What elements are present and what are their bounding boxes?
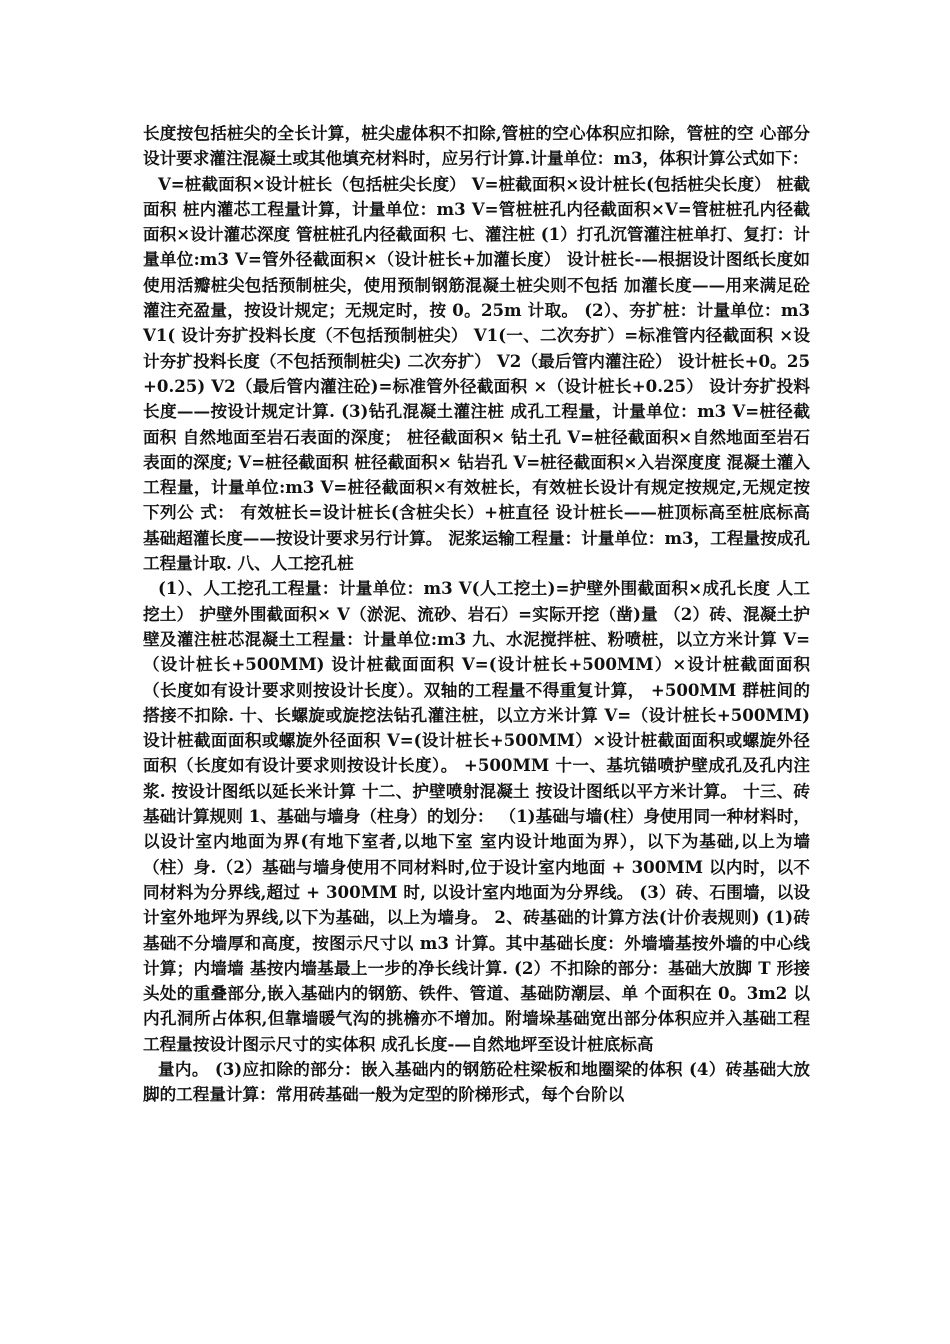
paragraph-2: V=桩截面积×设计桩长（包括桩尖长度） V=桩截面积×设计桩长(包括桩尖长度） 桩截面积 桩内灌芯工程量计算，计量单位：m3 V=管桩桩孔内径截面积×V=管桩桩孔内径截面积×设计灌芯深度 管桩桩孔内径截面积 七、灌注桩 (1）打孔沉管灌注桩单打、复打：计量单位:m3 V=管外径截面积×（设计桩长+加灌长度） 设计桩长-—根据设计图纸长度如使用活瓣桩尖包括预制桩尖，使用预制钢筋混凝土桩尖则不包括 加灌长度——用来满足砼灌注充盈量，按设计规定；无规定时，按 0。25m 计取。 (2）、夯扩桩：计量单位：m3 V1( 设计夯扩投料长度（不包括预制桩尖） V1(一、二次夯扩）=标准管内径截面积 ×设计夯扩投料长度（不包括预制桩尖) 二次夯扩） V2（最后管内灌注砼） 设计桩长+0。25 +0.25) V2（最后管内灌注砼)=标准管外径截面积 ×（设计桩长+0.25） 设计夯扩投料长度——按设计规定计算. (3)钻孔混凝土灌注桩 成孔工程量，计量单位：m3 V=桩径截面积 自然地面至岩石表面的深度； 桩径截面积× 钻土孔 V=桩径截面积×自然地面至岩石表面的深度; V=桩径截面积 桩径截面积× 钻岩孔 V=桩径截面积×入岩深度度 混凝土灌入工程量，计量单位:m3 V=桩径截面积×有效桩长，有效桩长设计有规定按规定,无规定按下列公 式： 有效桩长=设计桩长(含桩尖长）+桩直径 设计桩长——桩顶标高至桩底标高 基础超灌长度——按设计要求另行计算。 泥浆运输工程量：计量单位：m3，工程量按成孔工程量计取. 八、人工挖孔桩 [143, 173, 810, 574]
document-body [143, 121, 810, 1108]
paragraph-1: 长度按包括桩尖的全长计算，桩尖虚体积不扣除,管桩的空心体积应扣除，管桩的空 心部分设计要求灌注混凝土或其他填充材料时，应另行计算.计量单位：m3，体积计算公式如下： [143, 123, 810, 169]
paragraph-4: 量内。 (3)应扣除的部分：嵌入基础内的钢筋砼柱梁板和地圈梁的体积 (4）砖基础大放脚的工程量计算：常用砖基础一般为定型的阶梯形式，每个台阶以 [143, 1058, 810, 1105]
paragraph-3: (1）、人工挖孔工程量：计量单位：m3 V(人工挖土)=护壁外围截面积×成孔长度 人工挖土） 护壁外围截面积× V（淤泥、流砂、岩石）=实际开挖（凿)量 （2）砖、混凝土护壁及灌注桩芯混凝土工程量：计量单位:m3 九、水泥搅拌桩、粉喷桩，以立方米计算 V=（设计桩长+500MM) 设计桩截面面积 V=(设计桩长+500MM）×设计桩截面面积（长度如有设计要求则按设计长度）。双轴的工程量不得重复计算， +500MM 群桩间的搭接不扣除. 十、长螺旋或旋挖法钻孔灌注桩，以立方米计算 V=（设计桩长+500MM) 设计桩截面面积或螺旋外径面积 V=(设计桩长+500MM）×设计桩截面面积或螺旋外径面积（长度如有设计要求则按设计长度）。 +500MM 十一、基坑锚喷护壁成孔及孔内注浆. 按设计图纸以延长米计算 十二、护壁喷射混凝土 按设计图纸以平方米计算。 十三、砖基础计算规则 1、基础与墙身（柱身）的划分： （1)基础与墙(柱）身使用同一种材料时，以设计室内地面为界(有地下室者,以地下室 室内设计地面为界），以下为基础,以上为墙（柱）身.（2）基础与墙身使用不同材料时,位于设计室内地面 + 300MM 以内时，以不同材料为分界线,超过 + 300MM 时, 以设计室内地面为分界线。 (3）砖、石围墙，以设计室外地坪为界线,以下为基础，以上为墙身。 2、砖基础的计算方法(计价表规则) (1)砖基础不分墙厚和高度，按图示尺寸以 m3 计算。其中基础长度：外墙墙基按外墙的中心线计算；内墙墙 基按内墙基最上一步的净长线计算. (2）不扣除的部分：基础大放脚 T 形接头处的重叠部分,嵌入基础内的钢筋、铁件、管道、基础防潮层、单 个面积在 0。3m2 以内孔洞所占体积,但靠墙暖气沟的挑檐亦不增加。附墙垛基础宽出部分体积应并入基础工程 工程量按设计图示尺寸的实体积 成孔长度-—自然地坪至设计桩底标高 [143, 578, 810, 1054]
